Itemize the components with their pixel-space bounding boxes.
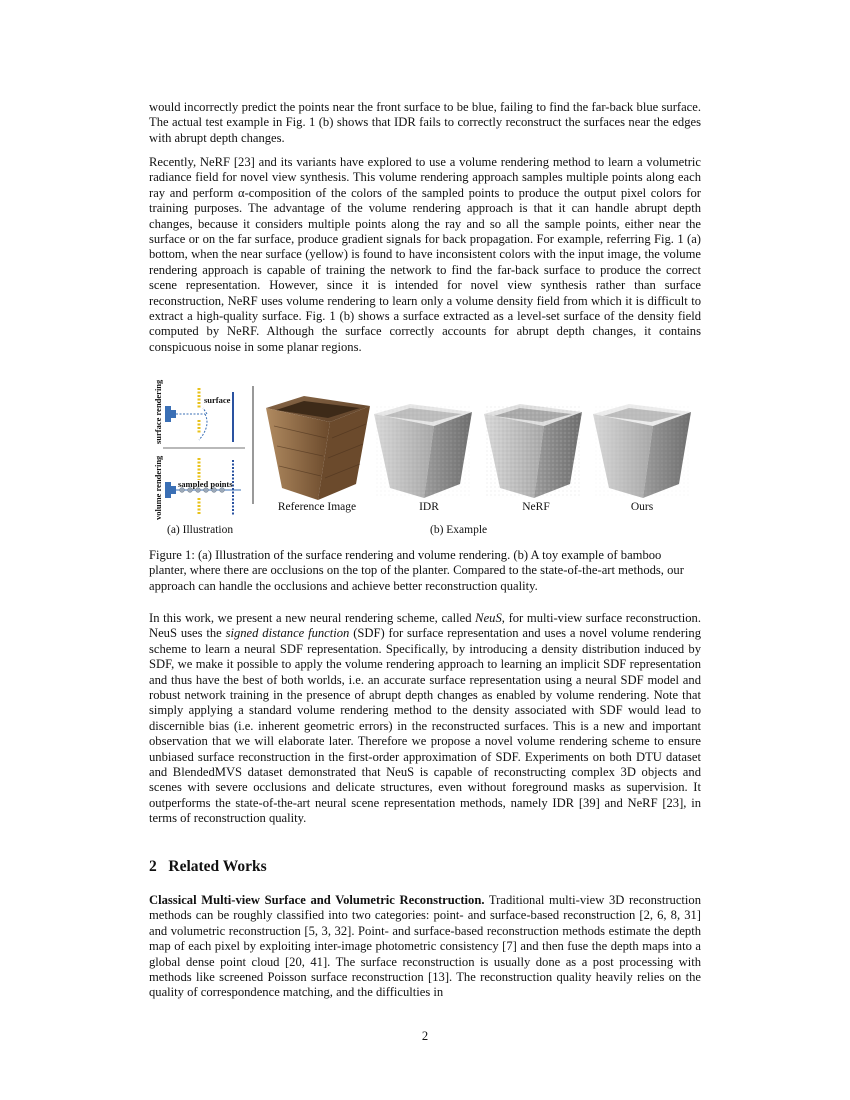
paragraph-intro-continued: would incorrectly predict the points near the front surface to be blue, failing to find the far-back blue surface. The actual test example in Fig. 1 (b) shows that IDR fails to correctly reconstruct the surfaces near the edges with abrupt depth changes. <box>149 100 701 145</box>
neus-text-2: , for multi-view surface reconstruction. NeuS uses the <box>149 611 701 641</box>
figure-1 <box>149 379 701 542</box>
neus-text-1: In this work, we present a new neural rendering scheme, called <box>149 611 476 625</box>
planter-ours <box>593 404 691 498</box>
camera-icon-bottom <box>165 482 176 498</box>
label-volume-rendering: volume rendering <box>153 455 163 520</box>
illustration-panel <box>163 386 253 516</box>
label-reference-image: Reference Image <box>277 501 357 513</box>
figure-1-graphic <box>149 384 701 542</box>
camera-icon-top <box>165 406 176 422</box>
paragraph-related-works <box>149 893 701 1001</box>
paragraph-heading: Classical Multi-view Surface and Volumetric Reconstruction. <box>149 893 485 907</box>
planter-nerf <box>484 404 582 498</box>
neus-text-3: (SDF) for surface representation and uses a novel volume rendering scheme to learn a neural SDF representation. Specifically, by introducing a density distribution induced by SDF, we make it possible to apply the volume rendering approach to learning an implicit SDF representation and thus have the best of both worlds, i.e. an accurate surface representation using a neural SDF model and robust network training in the presence of abrupt depth changes as enabled by volume rendering. Note that simply applying a standard volume rendering method to the density associated with SDF would lead to discernible bias (i.e. inherent geometric errors) in the reconstructed surfaces. This is a new and important observation that we will elaborate later. Therefore we propose a novel volume rendering scheme to ensure unbiased surface reconstruction in the first-order approximation of SDF. Experiments on both DTU dataset and BlendedMVS dataset demonstrated that NeuS is capable of reconstructing complex 3D objects and scenes with severe occlusions and delicate structures, even without foreground masks as supervision. It outperforms the state-of-the-art neural scene representation methods, namely IDR [39] and NeRF [23], in terms of reconstruction quality. <box>149 626 701 826</box>
section-title: 2 Related Works <box>149 858 267 875</box>
label-idr: IDR <box>419 501 439 513</box>
subcaption-a: (a) Illustration <box>167 524 234 536</box>
sdf-term: signed distance function <box>225 626 350 641</box>
page-number: 2 <box>421 1029 429 1043</box>
label-ours: Ours <box>630 501 654 513</box>
figure-caption: Figure 1: (a) Illustration of the surface rendering and volume rendering. (b) A toy example of bamboo planter, where there are occlusions on the top of the planter. Compared to the state-of-the-art methods, our approach can handle the occlusions and achieve better reconstruction quality. <box>149 548 684 593</box>
planter-reference <box>266 396 370 500</box>
neus-name: NeuS <box>475 611 502 625</box>
subcaption-b: (b) Example <box>430 524 488 536</box>
planter-idr <box>374 404 472 498</box>
label-surface: surface <box>204 395 231 405</box>
label-sampled-points: sampled points <box>178 479 233 489</box>
paragraph-neus <box>149 611 701 827</box>
label-surface-rendering: surface rendering <box>153 379 163 444</box>
label-nerf: NeRF <box>522 501 550 513</box>
paragraph-nerf: Recently, NeRF [23] and its variants have explored to use a volume rendering method to learn a volumetric radiance field for novel view synthesis. This volume rendering approach samples multiple points along each ray and perform α-composition of the colors of the sampled points to produce the output pixel colors for training purposes. The advantage of the volume rendering approach is that it can handle abrupt depth changes, because it considers multiple points along the ray and so all the sample points, either near the surface or on the far surface, produce gradient signals for back propagation. For example, referring Fig. 1 (a) bottom, when the near surface (yellow) is found to have inconsistent colors with the input image, the volume rendering approach is capable of training the network to find the far-back surface to produce the correct scene representation. However, since it is intended for novel view synthesis rather than surface reconstruction, NeRF uses volume rendering to learn only a volume density field from which it is difficult to extract a high-quality surface. Fig. 1 (b) shows a surface extracted as a level-set surface of the density field computed by NeRF. Although the surface correctly accounts for abrupt depth changes, it contains conspicuous noise in some planar regions. <box>149 155 701 354</box>
paragraph-body: Traditional multi-view 3D reconstruction methods can be roughly classified into two categories: point- and surface-based reconstruction [2, 6, 8, 31] and volumetric reconstruction [5, 3, 32]. Point- and surface-based reconstruction methods estimate the depth map of each pixel by exploiting inter-image photometric consistency [7] and then fuse the depth maps into a global dense point cloud [20, 41]. The surface reconstruction is usually done as a post processing with methods like screened Poisson surface reconstruction [13]. The reconstruction quality heavily relies on the quality of correspondence matching, and the difficulties in <box>149 893 702 1000</box>
